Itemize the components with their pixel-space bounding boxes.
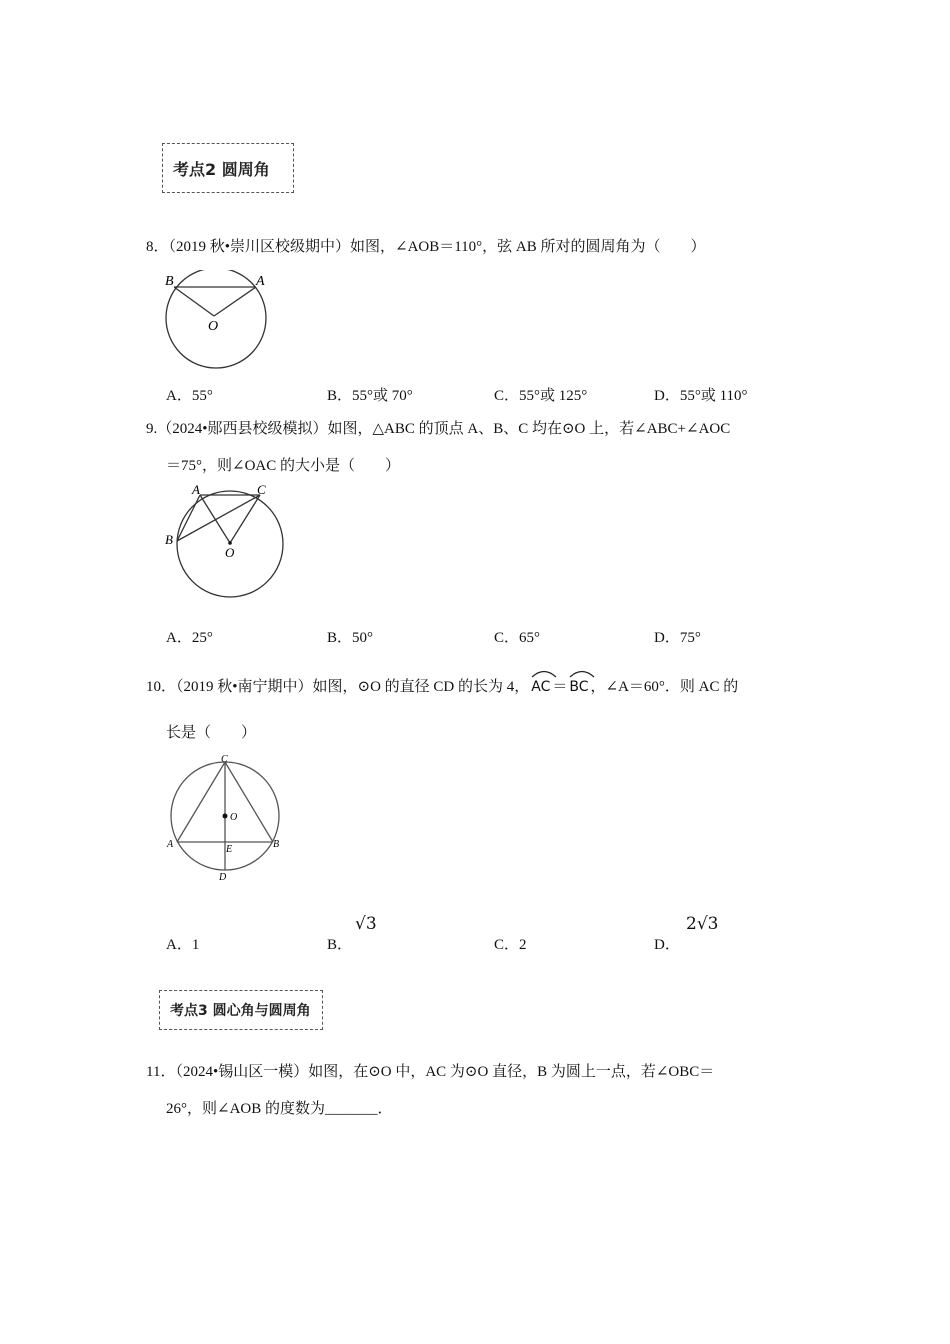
q9-option-a: A．25° xyxy=(166,630,213,646)
q9-option-c: C．65° xyxy=(494,630,541,646)
section-tag-3 xyxy=(159,990,323,1030)
q10-equals: ＝ xyxy=(552,679,568,695)
point-label-o: O xyxy=(208,319,219,334)
question-8-figure xyxy=(160,270,272,370)
q10-option-d: D． xyxy=(654,937,680,953)
point-label-b: B xyxy=(165,532,173,547)
point-label-d: D xyxy=(219,872,227,883)
question-10-text-line1 xyxy=(146,677,738,697)
q10-option-b: B． xyxy=(327,937,353,953)
q8-option-d: D．55°或 110° xyxy=(654,388,748,404)
q10-option-a: A．1 xyxy=(166,937,200,953)
question-9-text-line1: 9.（2024•郧西县校级模拟）如图，△ABC 的顶点 A、B、C 均在⊙O 上，若∠ABC+∠AOC xyxy=(146,421,731,437)
point-label-c: C xyxy=(257,482,266,497)
q10-text-start: 10．（2019 秋•南宁期中）如图，⊙O 的直径 CD 的长为 4， xyxy=(146,679,530,695)
point-label-b: B xyxy=(273,839,280,850)
point-label-e: E xyxy=(226,844,233,855)
question-10-text-line2: 长是（ ） xyxy=(166,725,257,741)
q8-option-a: A．55° xyxy=(166,388,213,404)
point-label-b: B xyxy=(165,274,174,289)
section-tag-2 xyxy=(162,143,294,193)
section-tag-label: 考点2 圆周角 xyxy=(173,159,270,179)
q8-option-b: B．55°或 70° xyxy=(327,388,413,404)
question-11-text-line2: 26°，则∠AOB 的度数为_______． xyxy=(166,1101,393,1117)
q9-option-d: D．75° xyxy=(654,630,701,646)
q10-option-b-value: √3 xyxy=(355,914,377,934)
q10-option-c: C．2 xyxy=(494,937,527,953)
point-label-a: A xyxy=(256,274,265,289)
q10-text-end: ，∠A＝60°．则 AC 的 xyxy=(590,679,739,695)
question-9-figure xyxy=(162,482,288,598)
point-label-a: A xyxy=(167,839,174,850)
point-label-o: O xyxy=(225,545,235,560)
arc-ac: AC xyxy=(531,677,550,697)
arc-bc: BC xyxy=(569,677,588,697)
point-label-o: O xyxy=(230,812,238,823)
section-tag-label: 考点3 圆心角与圆周角 xyxy=(170,1003,311,1019)
point-label-c: C xyxy=(221,754,228,765)
q10-option-d-value: 2√3 xyxy=(686,914,719,934)
q9-option-b: B．50° xyxy=(327,630,374,646)
question-10-figure xyxy=(160,752,288,886)
question-8-text: 8．（2019 秋•崇川区校级期中）如图，∠AOB＝110°，弦 AB 所对的圆周角为（ ） xyxy=(146,239,706,255)
question-9-text-line2: ＝75°，则∠OAC 的大小是（ ） xyxy=(166,458,400,474)
question-11-text-line1: 11．（2024•锡山区一模）如图，在⊙O 中，AC 为⊙O 直径，B 为圆上一点，若∠OBC＝ xyxy=(146,1064,715,1080)
q8-option-c: C．55°或 125° xyxy=(494,388,588,404)
point-label-a: A xyxy=(192,482,200,497)
